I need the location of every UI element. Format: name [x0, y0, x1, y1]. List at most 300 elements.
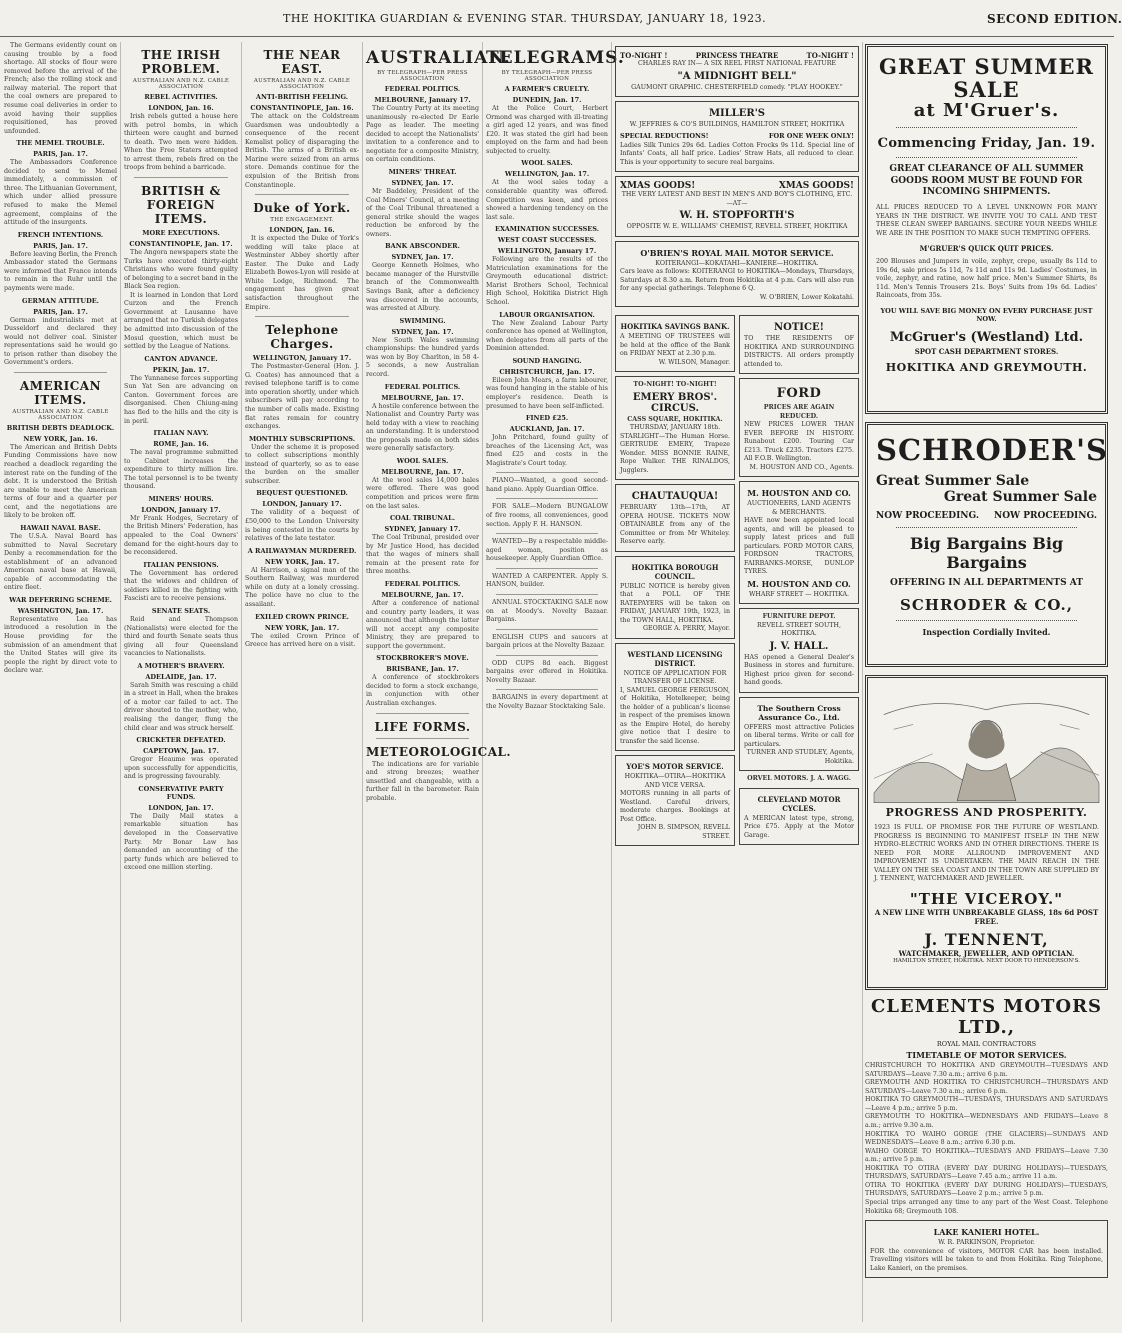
- millers-special-label: SPECIAL REDUCTIONS!: [620, 131, 709, 140]
- article-text: Under the scheme it is proposed to collect subscriptions monthly instead of quarterly, so as to ease the burden on the smaller subscriber.: [245, 443, 359, 485]
- section-heading: Duke of York.: [253, 201, 351, 216]
- article-heading: SWIMMING.: [399, 316, 446, 325]
- timetable-line: CHRISTCHURCH TO HOKITIKA AND GREYMOUTH—TUESDAYS AND SATURDAYS—Leave 7.30 a.m.; arrive 6 p.m.: [865, 1062, 1108, 1078]
- lake-kanieri-hotel-ad: [865, 1220, 1108, 1278]
- rule: [496, 568, 598, 569]
- stopforth-at: —AT—: [726, 199, 748, 207]
- progress-illustration: [874, 684, 1099, 804]
- circus-name: EMERY BROS'. CIRCUS.: [632, 391, 718, 414]
- cleveland-ad: [739, 788, 859, 846]
- section-heading: LIFE FORMS.: [374, 719, 471, 734]
- article-text: The Angora newspapers state the Turks have executed thirty-eight Christians who were found guilty of belonging to a secret band in the Black Sea region.: [124, 248, 238, 291]
- article-heading: CONSERVATIVE PARTY FUNDS.: [138, 784, 224, 801]
- section-heading: TELEGRAMS.: [486, 48, 625, 68]
- article-heading: ITALIAN PENSIONS.: [143, 560, 219, 569]
- article-text: John Pritchard, found guilty of breaches of the Licensing Act, was fined £25 and costs in the Magistrate's Court today.: [486, 434, 608, 467]
- timetable-line: GREYMOUTH TO HOKITIKA—WEDNESDAYS AND FRIDAYS—Leave 8 a.m.; arrive 9.30 a.m.: [865, 1113, 1108, 1129]
- rule: [255, 316, 349, 317]
- theatre-name: PRINCESS THEATRE: [695, 51, 779, 60]
- obriens-ad: [615, 241, 859, 308]
- dateline: WELLINGTON, Jan. 17.: [504, 170, 590, 179]
- notice-ad: [739, 315, 859, 374]
- section-subheading: AUSTRALIAN AND N.Z. CABLE ASSOCIATION: [253, 78, 351, 90]
- article-text: The validity of a bequest of £50,000 to the London University is being contested in the courts by relatives of the late testator.: [245, 509, 359, 543]
- dateline: PARIS, Jan. 17.: [33, 307, 88, 316]
- section-heading: THE IRISH PROBLEM.: [141, 48, 221, 76]
- southern-signature: TURNER AND STUDLEY, Agents, Hokitika.: [746, 749, 854, 765]
- film-intro: CHARLES RAY IN— A SIX REEL FIRST NATIONAL FEATURE: [637, 60, 837, 67]
- article-heading: FINED £25.: [525, 414, 569, 423]
- column-divider: [362, 42, 363, 1322]
- classified-ad: ENGLISH CUPS and saucers at bargain prices at the Novelty Bazaar.: [486, 633, 608, 650]
- column-5: [486, 42, 625, 1322]
- schroder-sale-ad: [865, 422, 1108, 667]
- schroder-inspection: Inspection Cordially Invited.: [922, 626, 1051, 637]
- schroder-offering: OFFERING IN ALL DEPARTMENTS AT: [890, 578, 1083, 588]
- rule: [134, 177, 228, 178]
- article-heading: EXILED CROWN PRINCE.: [255, 612, 349, 621]
- hall-ad: [739, 608, 859, 693]
- article-heading: WOOL SALES.: [521, 159, 573, 168]
- rule: [14, 372, 107, 373]
- column-2: [124, 42, 238, 1322]
- hall-text: HAS opened a General Dealer's Business in stores and furniture. Highest price given for second-hand goods.: [744, 653, 854, 686]
- obriens-route: KOITERANGI—KOKATAHI—KANIERE—HOKITIKA.: [655, 259, 819, 267]
- dateline: PEKIN, Jan. 17.: [152, 365, 210, 374]
- tonight-label: TO-NIGHT !: [806, 51, 854, 60]
- article-heading: SENATE SEATS.: [151, 606, 211, 615]
- ford-ad: [739, 378, 859, 477]
- yoes-signature: JOHN B. SIMPSON, REVELL STREET.: [637, 824, 730, 840]
- rule: [255, 194, 349, 195]
- article-heading: WOOL SALES.: [396, 456, 449, 465]
- timetable-line: HOKITIKA TO WAIHO GORGE (THE GLACIERS)—SUNDAYS AND WEDNESDAYS—Leave 8 a.m.; arrive 6.30 p.m.: [865, 1130, 1108, 1147]
- dateline: SYDNEY, Jan. 17.: [391, 178, 454, 187]
- section-heading: THE NEAR EAST.: [263, 48, 341, 76]
- houston-heading: M. HOUSTON AND CO.: [747, 488, 851, 498]
- yoes-motor-ad: [615, 755, 735, 846]
- mcgruer-quick-text: 200 Blouses and Jumpers in voile, zephyr, crepe, usually 8s 11d to 19s 6d, sale prices 5s 11d, 7s 11d and 11s 9d. Ladies' Costumes, in voile, zephyr, and ratine, now half price. Men's Summer Shirts, 8s 11d. Men's Tennis Trousers 21s. Boys' Suits from 19s 6d. Ladies' Raincoats, from 35s.: [876, 258, 1097, 300]
- tennent-ad: [865, 675, 1108, 990]
- article-heading: STOCKBROKER'S MOVE.: [376, 654, 469, 663]
- hall-address: REVELL STREET SOUTH, HOKITIKA.: [757, 621, 841, 637]
- dateline: SYDNEY, Jan. 17.: [391, 327, 454, 336]
- borough-text: PUBLIC NOTICE is hereby given that a POLL OF THE RATEPAYERS will be taken on FRIDAY, JANUARY 19th, 1923, in the TOWN HALL, HOKITIKA.: [620, 582, 730, 624]
- article-text: It is learned in London that Lord Curzon and the French Government at Lausanne have arranged that no Turkish delegates be admitted into discussion of the Mosul question, which must be settled by the League of Nations.: [124, 291, 238, 351]
- dateline: LONDON, Jan. 17.: [148, 803, 214, 812]
- classified-ad: BARGAINS in every department at the Novelty Bazaar Stocktaking Sale.: [486, 694, 608, 710]
- article-heading: BRITISH DEBTS DEADLOCK.: [6, 423, 115, 432]
- section-subheading: AUSTRALIAN AND N.Z. CABLE ASSOCIATION: [132, 78, 230, 90]
- ford-heading: FORD: [776, 386, 822, 401]
- article-heading: MINERS' THREAT.: [388, 167, 457, 176]
- dateline: WELLINGTON, January 17.: [252, 354, 352, 363]
- notice-text: TO THE RESIDENTS OF HOKITIKA AND SURROUNDING DISTRICTS. All orders promptly attended to.: [744, 335, 854, 368]
- clements-name: CLEMENTS MOTORS LTD.,: [870, 996, 1103, 1038]
- hotel-proprietor: W. R. PARKINSON, Proprietor.: [938, 1239, 1035, 1247]
- article-heading: MORE EXECUTIONS.: [142, 228, 220, 237]
- article-text: The Daily Mail states a remarkable situation has developed in the Conservative Party. Mr Bonar Law has demanded an accounting of the party funds which are believed to exceed one million sterling.: [124, 812, 238, 872]
- advert-subcolumn-right: [739, 311, 859, 850]
- article-heading: A MOTHER'S BRAVERY.: [137, 661, 225, 670]
- article-text: The Postmaster-General (Hon. J. G. Coates) has announced that a revised telephone tariff is to come into operation shortly, under which subscribers will pay according to the number of calls made. Existing flat rates remain for country exchanges.: [245, 363, 359, 431]
- article-heading: FRENCH INTENTIONS.: [17, 230, 104, 239]
- article-text: The Ambassadors Conference decided to send to Memel immediately, a commission of three. The Lithuanian Government, which under allied pressure refused to make the Memel agreement, complains of the attitude of the insurgents.: [4, 159, 117, 227]
- column-4: [366, 42, 512, 1322]
- dateline: MELBOURNE, Jan. 17.: [381, 590, 464, 599]
- xmas-text: THE VERY LATEST AND BEST IN MEN'S AND BOY'S CLOTHING, ETC.: [621, 191, 853, 198]
- mcgruer-prices-text: ALL PRICES REDUCED TO A LEVEL UNKNOWN FOR MANY YEARS IN THE DISTRICT. WE INVITE YOU TO CALL AND TEST THESE CLEAN SWEEP BARGAINS. SECURE YOUR NEEDS WHILE WE ARE IN THE POSITION TO MAKE SUCH TEMPTING OFFERS.: [876, 204, 1097, 237]
- mcgruer-firm: McGruer's (Westland) Ltd.: [889, 329, 1084, 345]
- hotel-text: FOR the convenience of visitors, MOTOR CAR has been installed. Travelling visitors will be taken to and from Hokitika. Ring Telephone, Lake Kanieri, on the premises.: [870, 1247, 1103, 1272]
- savings-signature: W. WILSON, Manager.: [658, 358, 730, 366]
- stopforth-name: W. H. STOPFORTH'S: [679, 210, 795, 221]
- article-text: The Coal Tribunal, presided over by Mr Justice Hood, has decided that the wages of miners shall remain at the present rate for three months.: [366, 534, 479, 576]
- timetable-line: WAIHO GORGE TO HOKITIKA—TUESDAYS AND FRIDAYS—Leave 7.30 a.m.; arrive 5 p.m.: [865, 1147, 1108, 1164]
- section-heading: METEOROLOGICAL.: [366, 744, 512, 759]
- advert-subcolumns: [615, 311, 859, 850]
- mcgruer-title: GREAT SUMMER SALE: [879, 54, 1094, 103]
- column-3: [245, 42, 359, 1322]
- dateline: NEW YORK, Jan. 16.: [23, 434, 98, 443]
- mcgruer-footer: YOU WILL SAVE BIG MONEY ON EVERY PURCHASE JUST NOW.: [880, 306, 1093, 324]
- column-6-adverts: [615, 42, 859, 1322]
- article-text: Sarah Smith was rescuing a child in a street in Hall, when the brakes of a motor car failed to act. The driver shouted to the mother, who, realising the danger, flung the child clear and was struck herself.: [124, 681, 238, 732]
- millers-week-label: FOR ONE WEEK ONLY!: [768, 131, 854, 140]
- yoes-heading: YOE'S MOTOR SERVICE.: [626, 762, 724, 771]
- article-text: German industrialists met at Dusseldorf and declared they would not deliver coal. Sinister representations said he would go to prison rather than disobey the Government's orders.: [4, 316, 117, 367]
- article-text: It is expected the Duke of York's wedding will take place at Westminster Abbey shortly after Easter. The Duke and Lady Elizabeth Bowes-Lyon will reside at White Lodge, Richmond. The engagement has given great satisfaction throughout the Empire.: [245, 235, 359, 311]
- rule: [896, 127, 1077, 128]
- rule: [496, 629, 598, 630]
- article-subheading: WEST COAST SUCCESSES.: [497, 236, 597, 245]
- chautauqua-heading: CHAUTAUQUA!: [631, 491, 719, 502]
- circus-tonight: TO-NIGHT! TO-NIGHT!: [633, 381, 717, 388]
- article-text: The U.S.A. Naval Board has submitted to Naval Secretary Denby a recommendation for the establishment of an advanced American naval base at Hawaii, capable of accommodating the entire fleet.: [4, 532, 117, 592]
- article-heading: ITALIAN NAVY.: [153, 429, 209, 438]
- hall-name: J. V. HALL.: [769, 640, 829, 652]
- schroder-bargains: Big Bargains Big Bargains: [909, 534, 1064, 572]
- houston-text: HAVE now been appointed local agents, and will be pleased to supply latest prices and full particulars. FORD MOTOR CARS, FORDSON TRACTORS, FAIRBANKS-MORSE, DUNLOP TYRES.: [744, 517, 854, 575]
- article-heading: MINERS' HOURS.: [148, 494, 214, 503]
- borough-signature: GEORGE A. PERRY, Mayor.: [642, 625, 730, 632]
- dateline: PARIS, Jan. 17.: [33, 241, 88, 250]
- houston-ad: [739, 481, 859, 604]
- tennent-text: 1923 IS FULL OF PROMISE FOR THE FUTURE OF WESTLAND. PROGRESS IS BEGINNING TO MANIFEST ITSELF IN THE NEW HYDRO-ELECTRIC WORKS AND IN OTHER DIRECTIONS. THERE IS NEED FOR MORE ALLROUND IMPROVEMENT AND IMPROVEMENT IS UNDERTAKEN. THE MAIN REACH IN THE VALLEY ON THE SEA COAST AND IN THE TOWN ARE SUPPLIED BY J. TENNENT, WATCHMAKER AND JEWELLER.: [874, 824, 1099, 882]
- circus-text: STARLIGHT—The Human Horse. GERTRUDE EMERY, Trapeze Wonder. MISS BONNIE RAINE, Rope Walker. THE RINALDOS, Jugglers.: [620, 432, 730, 474]
- ford-signature: M. HOUSTON AND CO., Agents.: [749, 463, 854, 471]
- schroder-firm: SCHRODER & CO.,: [900, 595, 1073, 614]
- progress-heading: PROGRESS AND PROSPERITY.: [885, 806, 1088, 819]
- southern-heading: The Southern Cross Assurance Co., Ltd.: [757, 703, 841, 722]
- article-heading: BEQUEST QUESTIONED.: [256, 489, 348, 498]
- dateline: SYDNEY, Jan. 17.: [391, 253, 454, 262]
- cleveland-text: A MERICAN latest type, strong, Price £75. Apply at the Motor Garage.: [744, 814, 854, 839]
- edition-label: SECOND EDITION.: [987, 12, 1122, 26]
- hall-store: FURNITURE DEPOT.: [762, 613, 836, 620]
- article-text: Eileen John Mears, a farm labourer, was found hanging in the stable of his employer's residence. Death is presumed to have been self-inflicted.: [486, 376, 608, 410]
- article-heading: EXAMINATION SUCCESSES.: [494, 225, 599, 234]
- article-text: Representative Lea has introduced a resolution in the House providing for the submission of an amendment that the United States will give its people the right by direct vote to declare war.: [4, 615, 117, 675]
- millers-text: Ladies Silk Tunics 29s 6d. Ladies Cotton Frocks 9s 11d. Special line of Infants' Coats, all half price. Ladies' Straw Hats, all reduced to clear. This is your opportunity to secure real bargains.: [620, 141, 854, 166]
- mcgruer-commencing: Commencing Friday, Jan. 19.: [877, 135, 1096, 151]
- article-heading: A RAILWAYMAN MURDERED.: [247, 546, 357, 555]
- cleveland-heading: CLEVELAND MOTOR CYCLES.: [757, 794, 841, 813]
- viceroy-heading: "THE VICEROY.": [909, 889, 1064, 908]
- schroder-proceeding: [876, 511, 1097, 521]
- section-heading: AUSTRALIAN.: [366, 48, 511, 68]
- article-heading: FEDERAL POLITICS.: [384, 85, 461, 93]
- mcgruer-firm-sub: SPOT CASH DEPARTMENT STORES.: [914, 346, 1059, 356]
- licensing-heading: WESTLAND LICENSING DISTRICT.: [627, 649, 723, 668]
- article-heading: GERMAN ATTITUDE.: [22, 296, 99, 305]
- dateline: CONSTANTINOPLE, Jan. 16.: [250, 104, 354, 112]
- section-subheading: BY TELEGRAPH—PER PRESS ASSOCIATION: [377, 70, 468, 82]
- dateline: AUCKLAND, Jan. 17.: [509, 425, 585, 434]
- dateline: PARIS, Jan. 17.: [33, 150, 88, 159]
- rule: [496, 689, 598, 690]
- section-heading: Telephone Charges.: [265, 323, 339, 352]
- clements-motors-ad: [865, 996, 1108, 1321]
- dateline: MELBOURNE, January 17.: [374, 96, 471, 104]
- millers-firm: W. JEFFRIES & CO'S BUILDINGS, HAMILTON STREET, HOKITIKA: [629, 121, 845, 128]
- dateline: NEW YORK, Jan. 17.: [264, 623, 340, 632]
- dateline: CAPETOWN, Jan. 17.: [143, 747, 219, 756]
- section-subheading: THE ENGAGEMENT.: [270, 217, 334, 224]
- viceroy-subheading: A NEW LINE WITH UNBREAKABLE GLASS, 18s 6d POST FREE.: [874, 907, 1099, 926]
- article-text: The Country Party at its meeting unanimously re-elected Dr Earle Page as leader. The meeting decided to accept the Nationalists' invitation to a conference and to negotiate for a composite Ministry, on certain conditions.: [366, 105, 479, 164]
- article-heading: THE MEMEL TROUBLE.: [16, 139, 105, 148]
- yoes-route: HOKITIKA—OTIRA—HOKITIKA AND VICE VERSA.: [624, 773, 726, 789]
- article-text: The Yunnanese forces supporting Sun Yat Sen are advancing on Canton. Government forces are disorganised. Chen Chiung-ming has fled to the hills and the city is in peril.: [124, 374, 238, 425]
- mcgruer-towns: HOKITIKA AND GREYMOUTH.: [885, 360, 1088, 374]
- rule: [896, 620, 1077, 621]
- article-text: At the wool sales today a considerable quantity was offered. Competition was keen, and prices showed a hardening tendency on the last sale.: [486, 179, 608, 221]
- dateline: LONDON, January 17.: [262, 500, 342, 509]
- timetable-line: HOKITIKA TO GREYMOUTH—TUESDAYS, THURSDAYS AND SATURDAYS—Leave 4 p.m.; arrive 5 p.m.: [865, 1096, 1108, 1112]
- xmas-label: XMAS GOODS!: [778, 181, 854, 191]
- xmas-banner: [620, 181, 854, 191]
- article-heading: LABOUR ORGANISATION.: [499, 310, 595, 319]
- timetable-line: OTIRA TO HOKITIKA (EVERY DAY DURING HOLIDAYS)—TUESDAYS, THURSDAYS, SATURDAYS—Leave 2 p.m.; arrive 5 p.m.: [865, 1181, 1108, 1198]
- article-heading: WAR DEFERRING SCHEME.: [9, 595, 112, 604]
- tennent-name: J. TENNENT,: [924, 929, 1049, 949]
- classified-ad: ODD CUPS 8d each. Biggest bargains ever offered in Hokitika. Novelty Bazaar.: [486, 659, 608, 684]
- obriens-heading: O'BRIEN'S ROYAL MAIL MOTOR SERVICE.: [640, 247, 834, 258]
- classified-ad: WANTED—By a respectable middle-aged woman, position as housekeeper. Apply Guardian Office.: [486, 538, 608, 563]
- millers-name: MILLER'S: [708, 108, 766, 119]
- schroder-sale-line: Great Summer Sale: [876, 473, 1030, 489]
- film-title: "A MIDNIGHT BELL": [677, 70, 797, 82]
- article-heading: HAWAII NAVAL BASE.: [20, 523, 101, 532]
- dateline: NEW YORK, Jan. 17.: [264, 557, 340, 566]
- chautauqua-text: FEBRUARY 13th—17th, AT OPERA HOUSE. TICKETS NOW OBTAINABLE from any of the Committee or from Mr Whiteley. Reserve early.: [620, 504, 730, 545]
- savings-text: A MEETING OF TRUSTEES will be held at the office of the Bank on FRIDAY NEXT at 2.30 p.m.: [620, 333, 730, 357]
- article-text: The attack on the Coldstream Guardsmen was undoubtedly a consequence of the recent Kemalist policy of disparaging the British. The arms of a British ex-Marine were seized from an arms store. Demands continue for the expulsion of the British from Constantinople.: [245, 113, 359, 189]
- circus-place: CASS SQUARE, HOKITIKA.: [627, 415, 723, 423]
- masthead: [0, 0, 1122, 42]
- article-heading: COAL TRIBUNAL.: [390, 514, 455, 523]
- mcgruer-at: at M'Gruer's.: [913, 100, 1060, 122]
- circus-ad: [615, 376, 735, 480]
- article-text: Following are the results of the Matriculation examinations for the Greymouth educational district: Marist Brothers School, Technical High School, Hokitika District High School.: [486, 256, 608, 306]
- article-text: Mr Baddeley, President of the Coal Miners' Council, at a meeting of the Coal Tribunal threatened a general strike should the wages reduction be enforced by the owners.: [366, 187, 479, 238]
- theatre-header: [620, 51, 854, 60]
- article-text: The American and British Debts Funding Commissions have now reached a deadlock regarding the interest rate on the funding of the debt. It is understood the British are unable to meet the American terms of four and a quarter per cent, and the negotiations are likely to be broken off.: [4, 443, 117, 520]
- article-heading: A FARMER'S CRUELTY.: [504, 85, 590, 93]
- notice-heading: NOTICE!: [774, 322, 824, 333]
- yoes-text: MOTORS running in all parts of Westland. Careful drivers, moderate charges. Bookings at Post Office.: [620, 790, 730, 823]
- article-heading: SOUND HANGING.: [512, 356, 582, 365]
- timetable-footer: Special trips arranged any time to any part of the West Coast. Telephone Hokitika 68; Greymouth 108.: [865, 1199, 1108, 1215]
- houston-subheading: AUCTIONEERS, LAND AGENTS & MERCHANTS.: [747, 500, 851, 516]
- proceeding-label: NOW PROCEEDING.: [876, 511, 980, 521]
- dateline: CHRISTCHURCH, Jan. 17.: [499, 367, 595, 376]
- article-heading: BANK ABSCONDER.: [385, 242, 460, 251]
- tennent-trade: WATCHMAKER, JEWELLER, AND OPTICIAN.: [898, 948, 1075, 958]
- article-text: At the Police Court, Herbert Ormond was charged with ill-treating a girl aged 12 years, and was fined £20. It was stated the girl had been employed on the farm and had been subjected to cruelty.: [486, 105, 608, 155]
- millers-specials: [620, 132, 854, 140]
- article-heading: ANTI-BRITISH FEELING.: [255, 93, 349, 101]
- masthead-title: THE HOKITIKA GUARDIAN & EVENING STAR. THURSDAY, JANUARY 18, 1923.: [283, 12, 767, 25]
- mcgruer-clearance: GREAT CLEARANCE OF ALL SUMMER GOODS ROOM MUST BE FOUND FOR INCOMING SHIPMENTS.: [889, 163, 1084, 198]
- article-text: The naval programme submitted to Cabinet increases the expenditure to thirty million lire. The total personnel is to be twenty thousand.: [124, 449, 238, 491]
- section-subheading: BY TELEGRAPH—PER PRESS ASSOCIATION: [501, 70, 593, 82]
- rule: [376, 713, 469, 714]
- advert-subcolumn-left: [615, 311, 735, 850]
- article-text: Before leaving Berlin, the French Ambassador stated the Germans were informed that France intends to remain in the Ruhr until the payments were made.: [4, 250, 117, 292]
- dateline: ROME, Jan. 16.: [153, 440, 209, 449]
- obriens-text: Cars leave as follows: KOITERANGI to HOKITIKA—Mondays, Thursdays, Saturdays at 8.30 a.m. Return from Hokitika at 4 p.m. Cars will also run for any special gatherings. Telephone 6 Q.: [620, 268, 854, 292]
- article-text: At the wool sales 14,000 bales were offered. There was good competition and prices were firm on the last sales.: [366, 476, 479, 510]
- article-heading: CANTON ADVANCE.: [144, 354, 218, 363]
- houston-address: WHARF STREET — HOKITIKA.: [748, 590, 850, 598]
- column-divider: [611, 42, 612, 1322]
- classified-ad: WANTED A CARPENTER. Apply S. HANSON, builder.: [486, 572, 608, 589]
- article-text: Mr Frank Hodges, Secretary of the British Miners' Federation, has appealed to the Coal Owners' demand for the eight-hours day to be reconsidered.: [124, 514, 238, 557]
- article-text: The Germans evidently count on causing trouble by a food shortage. All stocks of flour were removed before the arrival of the French; also the rolling stock and railway material. The report that the coal owners are prepared to resume coal deliveries in order to avoid having their supplies requisitioned, has proved unfounded.: [4, 42, 117, 135]
- borough-heading: HOKITIKA BOROUGH COUNCIL.: [631, 562, 719, 581]
- column-divider: [862, 42, 863, 1322]
- column-divider: [482, 42, 483, 1322]
- article-heading: REBEL ACTIVITIES.: [144, 93, 218, 101]
- article-text: The indications are for variable and strong breezes; weather unsettled and changeable, with a further fall in the barometer. Rain probable.: [366, 760, 479, 802]
- dateline: BRISBANE, Jan. 17.: [386, 665, 459, 674]
- hotel-heading: LAKE KANIERI HOTEL.: [933, 1227, 1040, 1238]
- rule: [496, 594, 598, 595]
- rule: [896, 157, 1077, 158]
- mcgruer-sale-ad: [865, 44, 1108, 414]
- article-text: The exiled Crown Prince of Greece has arrived here on a visit.: [245, 632, 359, 649]
- dateline: ADELAIDE, Jan. 17.: [145, 672, 217, 681]
- dateline: DUNEDIN, Jan. 17.: [512, 96, 582, 104]
- dateline: LONDON, Jan. 16.: [269, 226, 335, 235]
- column-1: [4, 42, 117, 1322]
- article-heading: FEDERAL POLITICS.: [384, 382, 461, 391]
- motor-agent: ORVEL MOTORS. J. A. WAGG.: [747, 775, 851, 782]
- borough-council-ad: [615, 556, 735, 639]
- timetable-line: HOKITIKA TO OTIRA (EVERY DAY DURING HOLIDAYS)—TUESDAYS, THURSDAYS, SATURDAYS—Leave 7.45 a.m.; arrive 11 a.m.: [865, 1164, 1108, 1181]
- section-heading: BRITISH & FOREIGN ITEMS.: [141, 183, 221, 226]
- article-heading: MONTHLY SUBSCRIPTIONS.: [248, 434, 356, 443]
- article-heading: FEDERAL POLITICS.: [384, 579, 461, 588]
- article-text: A conference of stockbrokers decided to form a stock exchange, in conjunction with other Australian exchanges.: [366, 674, 479, 707]
- article-text: New South Wales swimming championships: the hundred yards was won by Boy Charlton, in 58 4-5 seconds, a new Australian record.: [366, 336, 479, 378]
- millers-ad: [615, 101, 859, 172]
- dateline: WELLINGTON, January 17.: [497, 247, 597, 256]
- rule: [496, 533, 598, 534]
- southern-text: OFFERS most attractive Policies on liberal terms. Write or call for particulars.: [744, 723, 854, 748]
- southern-cross-ad: [739, 697, 859, 772]
- obriens-signature: W. O'BRIEN, Lower Kokatahi.: [759, 293, 854, 301]
- rule: [896, 527, 1077, 528]
- rule: [496, 655, 598, 656]
- column-divider: [241, 42, 242, 1322]
- article-text: Al Harrison, a signal man of the Southern Railway, was murdered while on duty at a lonely crossing. The police have no clue to the assailant.: [245, 566, 359, 608]
- article-text: Gregor Heaume was operated upon successfully for appendicitis, and is progressing favourably.: [124, 756, 238, 781]
- dateline: SYDNEY, January 17.: [384, 525, 461, 534]
- clements-subheading: ROYAL MAIL CONTRACTORS: [936, 1040, 1037, 1048]
- section-subheading: AUSTRALIAN AND N.Z. CABLE ASSOCIATION: [12, 408, 109, 421]
- dateline: LONDON, Jan. 16.: [148, 104, 214, 112]
- article-text: A hostile conference between the Nationalist and Country Party was held today with a view to reaching an understanding. It is understood the proposals made on both sides were generally satisfactory.: [366, 402, 479, 453]
- column-divider: [120, 42, 121, 1322]
- princess-theatre-ad: [615, 46, 859, 97]
- stopforth-address: OPPOSITE W. E. WILLIAMS' CHEMIST, REVELL STREET, HOKITIKA: [626, 223, 848, 230]
- dateline: LONDON, January 17.: [141, 505, 221, 514]
- dateline: MELBOURNE, Jan. 17.: [381, 393, 464, 402]
- rule: [376, 738, 469, 739]
- article-text: After a conference of national and country party leaders, it was announced that although the latter will not accept any composite Ministry, they are prepared to support the government.: [366, 599, 479, 650]
- schroder-name: SCHRODER'S: [876, 433, 1108, 467]
- timetable-heading: TIMETABLE OF MOTOR SERVICES.: [906, 1050, 1067, 1060]
- rule: [496, 498, 598, 499]
- schroder-sale-line: Great Summer Sale: [943, 489, 1097, 505]
- article-text: The Government has ordered that the widows and children of soldiers killed in the fighting with Fascisti are to receive pensions.: [124, 569, 238, 603]
- xmas-label: XMAS GOODS!: [620, 181, 696, 191]
- licensing-subheading: NOTICE OF APPLICATION FOR TRANSFER OF LICENSE.: [623, 669, 727, 685]
- licensing-ad: [615, 643, 735, 752]
- proceeding-label: NOW PROCEEDING.: [993, 511, 1097, 521]
- article-text: Irish rebels gutted a house here with petrol bombs, in which thirteen were caught and burned to death. Two men were hidden. When the Free Staters attempted to arrest them, rebels fired on the troops from behind a barricade.: [124, 113, 238, 172]
- article-text: George Kenneth Holmes, who became manager of the Hurstville branch of the Commonwealth Savings Bank, after a deficiency was discovered in the accounts, was arrested at Albury.: [366, 262, 479, 313]
- article-text: Reid and Thompson (Nationalists) were elected for the third and fourth Senate seats thus giving all four Queensland vacancies to Nationalists.: [124, 615, 238, 658]
- licensing-text: I, SAMUEL GEORGE FERGUSON, of Hokitika, Hotelkeeper, being the holder of a publican's license in respect of the premises known as the Empire Hotel, do hereby give notice that I desire to transfer the said license.: [620, 686, 730, 745]
- mcgruer-quick-heading: M'GRUER'S QUICK QUIT PRICES.: [919, 244, 1054, 254]
- dateline: CONSTANTINOPLE, Jan. 17.: [129, 239, 233, 248]
- chautauqua-ad: [615, 484, 735, 552]
- circus-date: THURSDAY, JANUARY 18th.: [629, 424, 721, 431]
- classified-ad: ANNUAL STOCKTAKING SALE now on at Moody's. Novelty Bazaar. Bargains.: [486, 598, 608, 624]
- tennent-address: HAMILTON STREET, HOKITIKA. NEXT DOOR TO HENDERSON'S.: [893, 957, 1080, 964]
- classified-ad: PIANO—Wanted, a good second-hand piano. Apply Guardian Office.: [486, 477, 608, 493]
- section-heading: AMERICAN ITEMS.: [19, 378, 102, 407]
- tonight-label: TO-NIGHT !: [620, 51, 668, 60]
- rule: [496, 472, 598, 473]
- ford-subheading: PRICES ARE AGAIN REDUCED.: [763, 404, 835, 420]
- ford-text: NEW PRICES LOWER THAN EVER BEFORE IN HISTORY. Runabout £200. Touring Car £213. Truck £235. Tractors £275. All F.O.B. Wellington.: [744, 421, 854, 462]
- stopforth-ad: [615, 176, 859, 237]
- houston-footer: M. HOUSTON AND CO.: [747, 578, 851, 589]
- film-support: GAUMONT GRAPHIC. CHESTERFIELD comedy. "PLAY HOOKEY.": [631, 83, 843, 91]
- savings-heading: HOKITIKA SAVINGS BANK.: [620, 322, 730, 331]
- article-text: The New Zealand Labour Party conference has opened at Wellington, when delegates from all parts of the Dominion attended.: [486, 319, 608, 353]
- masthead-rule: [0, 36, 1114, 37]
- dateline: MELBOURNE, Jan. 17.: [381, 467, 464, 476]
- classified-ad: FOR SALE—Modern BUNGALOW of five rooms, all conveniences, good section. Apply F. H. HANSON.: [486, 503, 608, 528]
- dateline: WASHINGTON, Jan. 17.: [17, 606, 104, 615]
- timetable-line: GREYMOUTH AND HOKITIKA TO CHRISTCHURCH—THURSDAYS AND SATURDAYS—Leave 7.30 a.m.; arrive 6 p.m.: [865, 1079, 1108, 1095]
